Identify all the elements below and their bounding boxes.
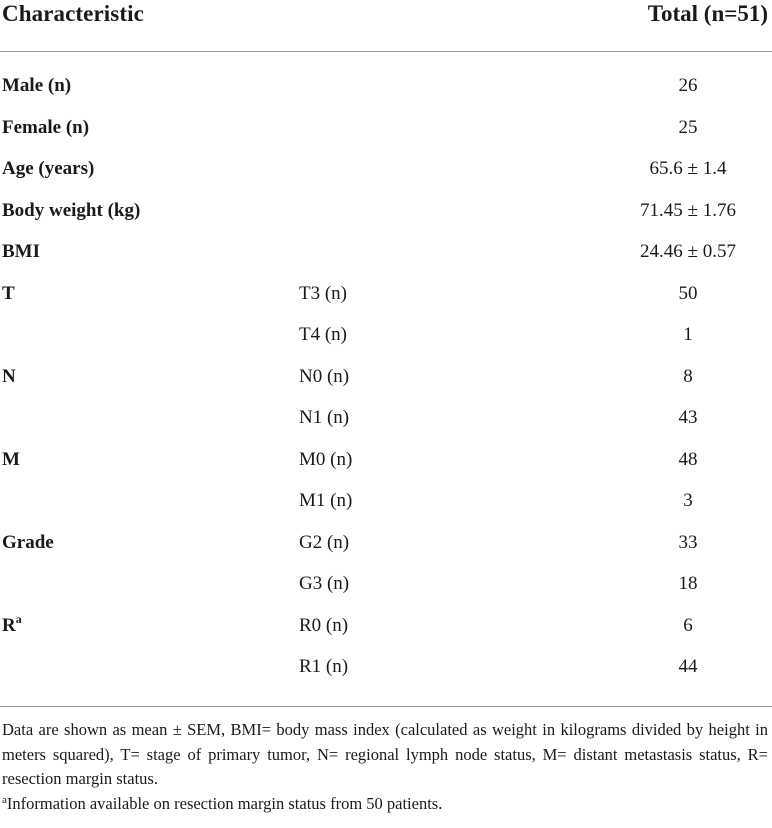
table-row (0, 316, 772, 358)
cell-characteristic (2, 75, 71, 97)
cell-total: 33 (678, 531, 698, 553)
footnote-note-line (2, 792, 768, 817)
cell-characteristic (2, 283, 15, 305)
footnote-marker: a (15, 611, 22, 626)
cell-total: 44 (678, 656, 698, 677)
cell-total: 48 (678, 448, 698, 470)
table-row (0, 109, 772, 151)
cell-subcategory: T3 (n) (299, 282, 348, 304)
cell-subcategory: G3 (n) (299, 573, 350, 594)
table-row (0, 399, 772, 441)
cell-characteristic (2, 532, 54, 554)
cell-total: 6 (683, 614, 693, 636)
cell-characteristic (2, 366, 16, 388)
cell-characteristic-text: Age (years) (2, 158, 95, 179)
cell-characteristic-text: Male (n) (2, 75, 72, 96)
cell-total: 65.6 ± 1.4 (649, 158, 727, 179)
cell-subcategory: M1 (n) (299, 490, 353, 511)
table-row (0, 648, 772, 690)
cell-characteristic (2, 200, 140, 222)
table-bottom-divider (0, 706, 772, 707)
cell-subcategory: R0 (n) (299, 614, 349, 636)
footnote-marker: a (2, 793, 7, 806)
cell-characteristic-text: Female (n) (2, 116, 90, 138)
table-header (0, 0, 772, 50)
cell-total: 8 (683, 365, 693, 387)
table-body (0, 67, 772, 690)
cell-characteristic (2, 117, 89, 139)
cell-total: 50 (678, 282, 698, 304)
cell-subcategory: N1 (n) (299, 407, 350, 428)
cell-characteristic-text: BMI (2, 241, 40, 262)
cell-characteristic-text: T (2, 282, 15, 304)
cell-characteristic-text: R (2, 614, 16, 636)
table-row (0, 482, 772, 524)
cell-subcategory: M0 (n) (299, 448, 353, 470)
table-row (0, 524, 772, 566)
cell-characteristic (2, 241, 40, 263)
cell-total: 71.45 ± 1.76 (640, 199, 736, 221)
cell-total: 43 (678, 407, 698, 428)
cell-characteristic (2, 611, 22, 637)
cell-characteristic-text: Body weight (kg) (2, 199, 141, 221)
footnote-text: Data are shown as mean ± SEM, BMI= body mass index (calculated as weight in kilograms divided by height in meters squared), T= stage of primary tumor, N= regional lymph node status, M= distant metastasis status, R= resection margin status. (2, 720, 768, 788)
cell-total: 1 (683, 324, 693, 345)
header-divider (0, 51, 772, 52)
table-row (0, 192, 772, 234)
cell-total: 18 (678, 573, 698, 594)
table-row (0, 441, 772, 483)
table-footnote (2, 718, 768, 816)
cell-characteristic-text: Grade (2, 531, 54, 553)
cell-characteristic-text: N (2, 365, 16, 387)
table-row (0, 233, 772, 275)
header-characteristic: Characteristic (2, 1, 144, 26)
table-row (0, 150, 772, 192)
cell-subcategory: R1 (n) (299, 656, 349, 677)
cell-total: 26 (678, 75, 698, 96)
cell-subcategory: N0 (n) (299, 365, 350, 387)
header-total: Total (n=51) (647, 1, 768, 26)
table-row (0, 565, 772, 607)
table-row (0, 275, 772, 317)
footnote-note: Information available on resection margin status from 50 patients. (6, 793, 443, 813)
cell-characteristic (2, 158, 94, 180)
cell-subcategory: G2 (n) (299, 531, 350, 553)
cell-characteristic (2, 449, 20, 471)
table-row (0, 67, 772, 109)
cell-total: 3 (683, 490, 693, 511)
cell-subcategory: T4 (n) (299, 324, 348, 345)
cell-total: 24.46 ± 0.57 (640, 241, 736, 262)
cell-total: 25 (678, 116, 698, 138)
table-row (0, 607, 772, 649)
cell-characteristic-text: M (2, 448, 20, 470)
table-row (0, 358, 772, 400)
